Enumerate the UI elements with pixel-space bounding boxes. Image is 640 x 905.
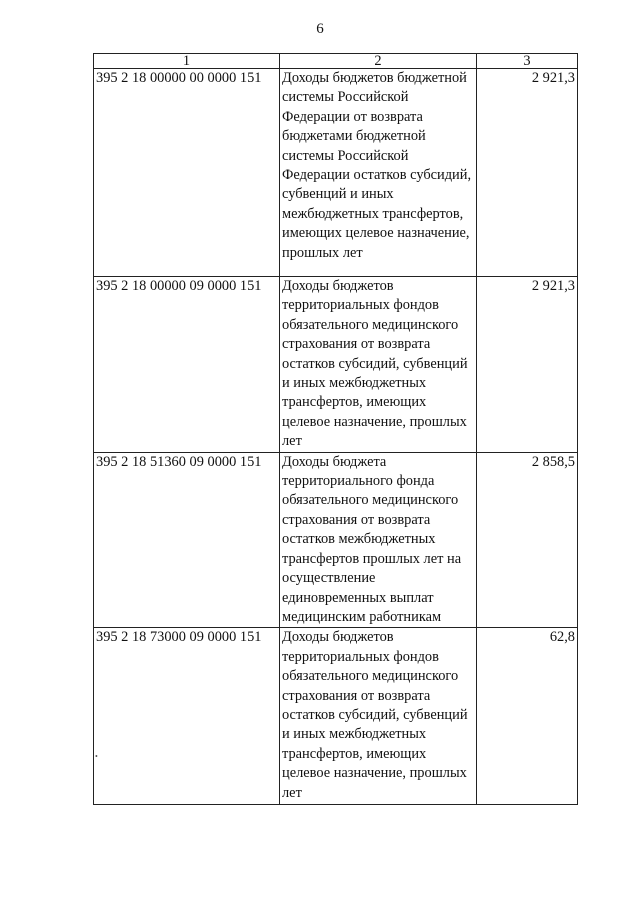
description-cell: Доходы бюджетов бюджетной системы Российской Федерации от возврата бюджетами бюджетной системы Российской Федерации остатков субсидий, субвенций и иных межбюджетных трансфертов, имеющих целевое назначение, прошлых лет bbox=[280, 69, 477, 277]
description-cell: Доходы бюджетов территориальных фондов обязательного медицинского страхования от возврата остатков субсидий, субвенций и иных межбюджетных трансфертов, имеющих целевое назначение, прошлых лет bbox=[280, 628, 477, 805]
table-row bbox=[94, 277, 578, 453]
scan-speck: • bbox=[95, 752, 98, 761]
table-header-row bbox=[94, 54, 578, 69]
column-header-description: 2 bbox=[280, 54, 477, 69]
column-header-amount: 3 bbox=[477, 54, 578, 69]
description-cell: Доходы бюджета территориального фонда обязательного медицинского страхования от возврата остатков межбюджетных трансфертов прошлых лет на осуществление единовременных выплат медицинским работникам bbox=[280, 452, 477, 628]
amount-cell: 62,8 bbox=[477, 628, 578, 805]
budget-code-cell: 395 2 18 00000 00 0000 151 bbox=[94, 69, 280, 277]
budget-code-cell: 395 2 18 00000 09 0000 151 bbox=[94, 277, 280, 453]
table-row bbox=[94, 69, 578, 277]
amount-cell: 2 921,3 bbox=[477, 69, 578, 277]
amount-cell: 2 921,3 bbox=[477, 277, 578, 453]
description-cell: Доходы бюджетов территориальных фондов обязательного медицинского страхования от возврата остатков субсидий, субвенций и иных межбюджетных трансфертов, имеющих целевое назначение, прошлых лет bbox=[280, 277, 477, 453]
budget-code-cell: 395 2 18 51360 09 0000 151 bbox=[94, 452, 280, 628]
table-row bbox=[94, 452, 578, 628]
revenue-table bbox=[93, 53, 578, 805]
table-row bbox=[94, 628, 578, 805]
budget-code-cell: 395 2 18 73000 09 0000 151 bbox=[94, 628, 280, 805]
page-number: 6 bbox=[316, 21, 324, 37]
column-header-code: 1 bbox=[94, 54, 280, 69]
amount-cell: 2 858,5 bbox=[477, 452, 578, 628]
